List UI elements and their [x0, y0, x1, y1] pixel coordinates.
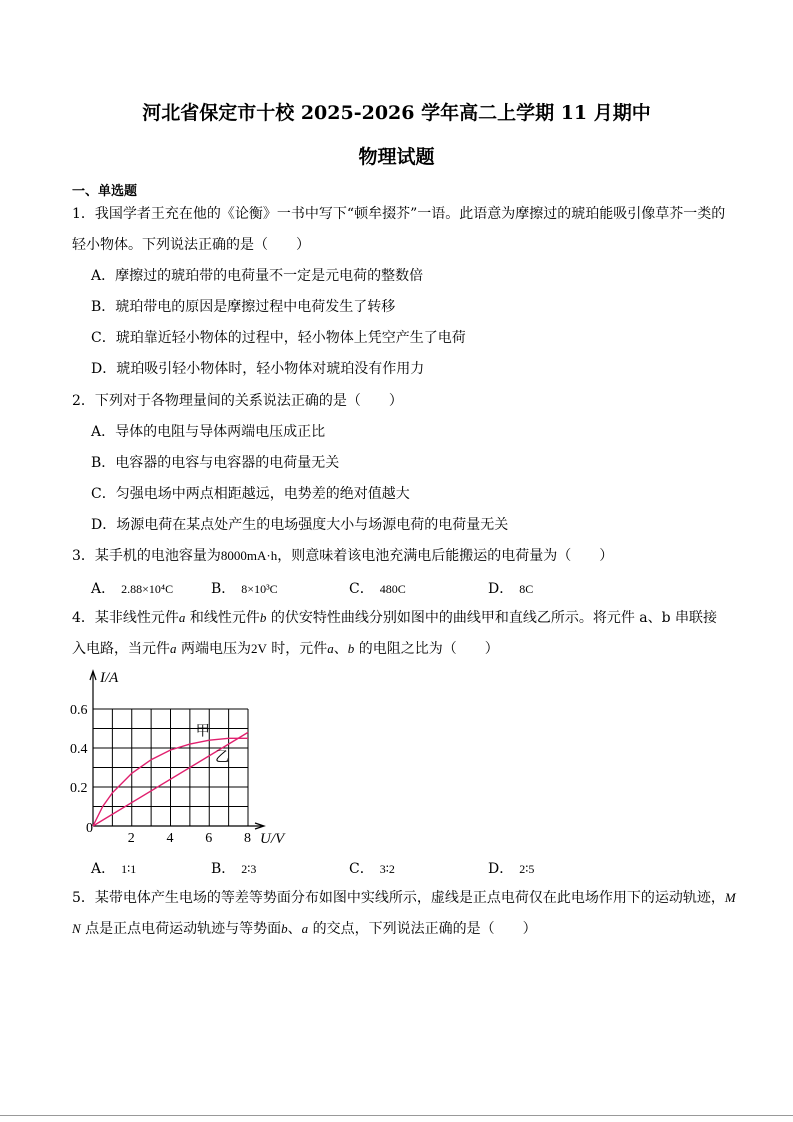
q4-option-a: A． 1∶1	[91, 861, 137, 877]
q5-stem-line2: N 点是正点电荷运动轨迹与等势面b、a 的交点，下列说法正确的是（ ）	[72, 921, 537, 937]
q5-point-m: M	[724, 890, 736, 905]
q4-option-b: B． 2∶3	[211, 861, 257, 877]
series-label-yi: 乙	[215, 749, 230, 766]
q4-element-a: a	[178, 610, 186, 625]
q3-option-c: C． 480C	[349, 581, 406, 597]
q3-stem	[72, 547, 613, 565]
y-tick-label: 0.4	[70, 742, 88, 757]
q3-option-d: D． 8C	[488, 581, 534, 597]
q4-option-d: D． 2∶5	[488, 861, 535, 877]
iv-chart	[64, 665, 304, 845]
chart-labels	[70, 670, 286, 845]
q1-option-a: A．摩擦过的琥珀带的电荷量不一定是元电荷的整数倍	[91, 268, 424, 284]
chart-axes	[90, 671, 264, 829]
q5-stem-line1: 5．某带电体产生电场的等差等势面分布如图中实线所示，虚线是正点电荷仅在此电场作用下的运动轨迹，M	[72, 890, 736, 906]
q3-stem-start: 3．某手机的电池容量为	[72, 548, 221, 564]
q1-option-d: D．琥珀吸引轻小物体时，轻小物体对琥珀没有作用力	[91, 361, 425, 377]
y-tick-label: 0.2	[70, 781, 88, 796]
x-axis-label: U/V	[260, 831, 285, 845]
q1-option-b: B．琥珀带电的原因是摩擦过程中电荷发生了转移	[91, 299, 396, 315]
q2-option-b: B．电容器的电容与电容器的电荷量无关	[91, 455, 340, 471]
q5-point-n: N	[72, 921, 81, 936]
q4-option-c: C． 3∶2	[349, 861, 395, 877]
q2-option-a: A．导体的电阻与导体两端电压成正比	[91, 424, 326, 440]
q1-option-c: C．琥珀靠近轻小物体的过程中，轻小物体上凭空产生了电荷	[91, 330, 466, 346]
q4-voltage: 2V	[250, 641, 267, 656]
q3-options	[91, 578, 691, 598]
q4-options	[91, 858, 691, 878]
q1-stem-line1: 1．我国学者王充在他的《论衡》一书中写下“顿牟掇芥”一语。此语意为摩擦过的琥珀能吸引像草芥一类的	[72, 206, 726, 222]
q3-capacity: 8000mA·h	[220, 548, 278, 563]
q4-element-b: b	[259, 610, 267, 625]
page-title: 河北省保定市十校 2025-2026 学年高二上学期 11 月期中	[142, 102, 651, 124]
q1-stem-line2: 轻小物体。下列说法正确的是（ ）	[72, 237, 310, 253]
q3-option-a: A． 2.88×10⁴C	[91, 581, 174, 597]
series-label-jia: 甲	[195, 723, 210, 740]
y-tick-label: 0.6	[70, 703, 88, 718]
page-bottom-line	[0, 1115, 793, 1116]
q2-stem: 2．下列对于各物理量间的关系说法正确的是（ ）	[72, 393, 403, 409]
x-tick-label: 8	[244, 831, 251, 845]
x-tick-label: 2	[127, 831, 135, 845]
chart-grid	[93, 709, 248, 826]
origin-label: 0	[86, 821, 93, 836]
q3-option-b: B． 8×10³C	[211, 581, 278, 597]
y-axis-label: I/A	[100, 670, 119, 686]
section-heading: 一、单选题	[72, 184, 138, 199]
page-subtitle: 物理试题	[358, 146, 435, 168]
q2-option-d: D．场源电荷在某点处产生的电场强度大小与场源电荷的电荷量无关	[91, 517, 509, 533]
q2-option-c: C．匀强电场中两点相距越远，电势差的绝对值越大	[91, 486, 410, 502]
q4-stem-line1: 4．某非线性元件a 和线性元件b 的伏安特性曲线分别如图中的曲线甲和直线乙所示。将元件 a、b 串联接	[72, 610, 718, 626]
q4-stem-line2: 入电路，当元件a 两端电压为2V 时，元件a、b 的电阻之比为（ ）	[72, 641, 499, 657]
q3-stem-end: ，则意味着该电池充满电后能搬运的电荷量为（ ）	[277, 548, 614, 564]
x-tick-label: 4	[166, 831, 174, 845]
x-tick-label: 6	[205, 831, 213, 845]
